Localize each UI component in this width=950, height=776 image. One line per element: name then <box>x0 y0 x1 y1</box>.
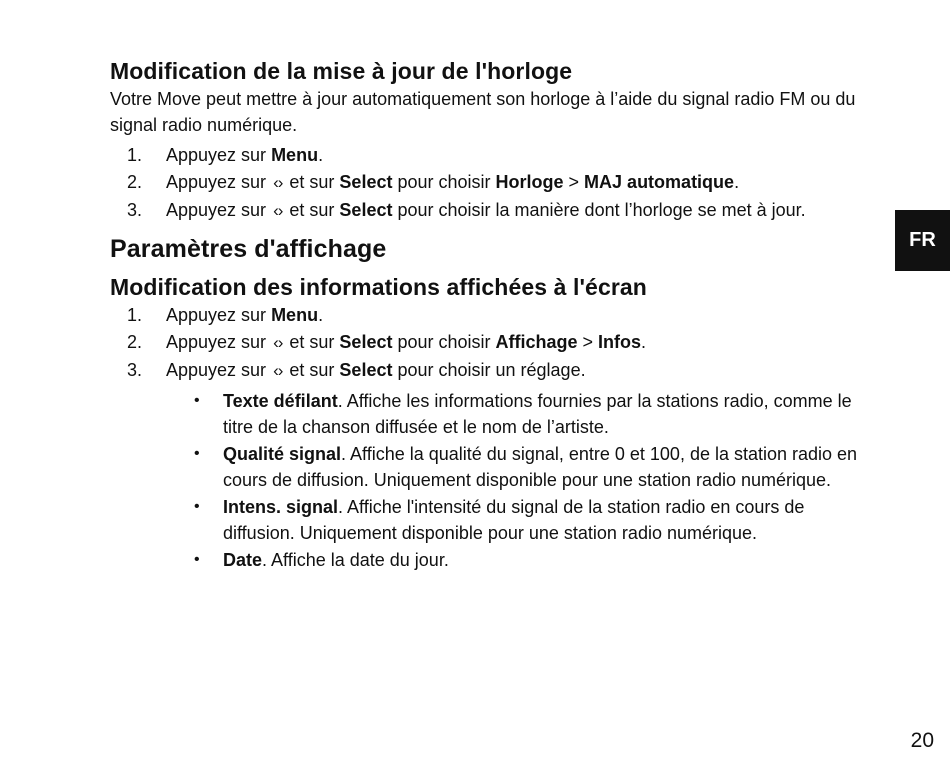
left-right-arrows-icon: ‹› <box>273 361 283 380</box>
language-tab: FR <box>895 210 950 271</box>
bullet-icon: • <box>194 445 200 462</box>
left-right-arrows-icon: ‹› <box>273 173 283 192</box>
step-item: 3. Appuyez sur ‹› et sur Select pour choisir la manière dont l’horloge se met à jour. <box>110 197 880 224</box>
option-item: • Qualité signal. Affiche la qualité du signal, entre 0 et 100, de la station radio en cours de diffusion. Uniquement disponible pour une station radio numérique. <box>110 441 880 493</box>
option-item: • Texte défilant. Affiche les informations fournies par la stations radio, comme le titre de la chanson diffusée et le nom de l’artiste. <box>110 388 880 440</box>
page-number: 20 <box>910 729 934 752</box>
info-section-title: Modification des informations affichées à l'écran <box>110 274 647 300</box>
option-item: • Intens. signal. Affiche l'intensité du signal de la station radio en cours de diffusion. Uniquement disponible pour une station radio numérique. <box>110 494 880 546</box>
clock-steps-list <box>110 142 880 224</box>
page-content <box>110 56 880 574</box>
info-steps-list <box>110 302 880 384</box>
step-item: 2. Appuyez sur ‹› et sur Select pour choisir Horloge > MAJ automatique. <box>110 169 880 196</box>
step-item: 1. Appuyez sur Menu. <box>127 305 324 325</box>
clock-intro: Votre Move peut mettre à jour automatiquement son horloge à l’aide du signal radio FM ou du signal radio numérique. <box>110 89 856 135</box>
step-item: 1. Appuyez sur Menu. <box>127 145 324 165</box>
option-item: • Date. Affiche la date du jour. <box>110 547 880 573</box>
left-right-arrows-icon: ‹› <box>273 201 283 220</box>
step-item: 2. Appuyez sur ‹› et sur Select pour choisir Affichage > Infos. <box>110 329 880 356</box>
clock-section-title: Modification de la mise à jour de l'horloge <box>110 58 573 84</box>
display-settings-title: Paramètres d'affichage <box>110 235 387 263</box>
bullet-icon: • <box>194 551 200 568</box>
bullet-icon: • <box>194 498 200 515</box>
left-right-arrows-icon: ‹› <box>273 333 283 352</box>
step-item: 3. Appuyez sur ‹› et sur Select pour choisir un réglage. <box>110 357 880 384</box>
bullet-icon: • <box>194 392 200 409</box>
info-options-list <box>110 388 880 573</box>
